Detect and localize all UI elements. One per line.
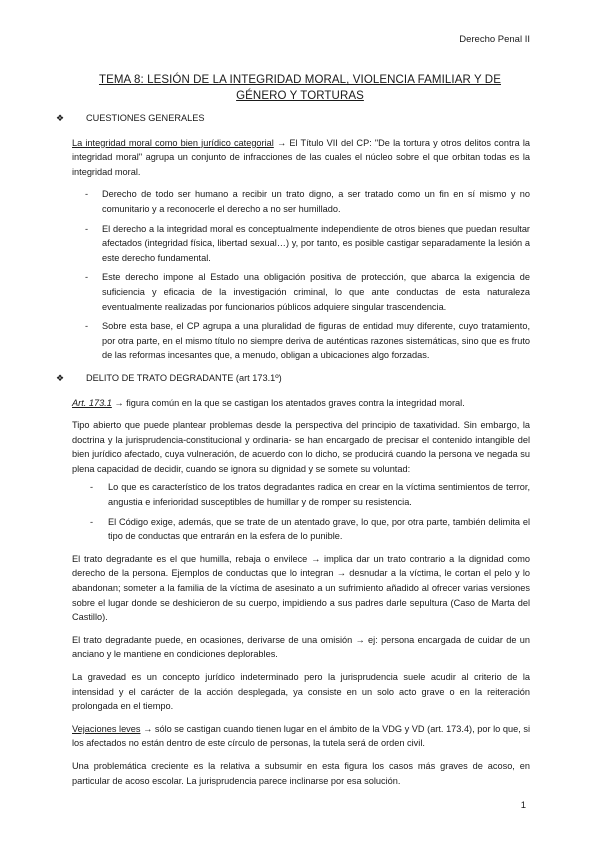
section-heading-general	[56, 111, 530, 126]
list-item: - Lo que es característico de los tratos degradantes radica en crear en la víctima sentimientos de terror, angustia e inferioridad susceptibles de humillar y de romper su resistencia.	[90, 482, 530, 508]
paragraph-definition: El trato degradante es el que humilla, rebaja o envilece → implica dar un trato contrario a la dignidad como derecho de la persona. Ejemplos de conductas que lo integran → desnudar a la víctima, le cortan el pelo y lo abandonan; someter a la familia de la víctima de asesinato a un sufrimiento añadido al ofrecer varias versiones sobre el lugar donde se deshicieron de su cuerpo, impidiendo a sus padres darle sepultura (Caso de Marta del Castillo).	[72, 553, 530, 623]
diamond-bullet-icon: ❖	[56, 372, 65, 383]
list-item: - El derecho a la integridad moral es conceptualmente independiente de otros bienes que puedan resultar afectados (integridad física, libertad sexual…) y, por tanto, es posible castigar separadamente la lesión a este derecho fundamental.	[85, 223, 530, 263]
dash-bullet-icon: -	[85, 223, 89, 234]
list-item: - Este derecho impone al Estado una obligación positiva de protección, que abarca la exigencia de suficiencia y eficacia de la investigación criminal, lo que ante conductas de esta naturaleza eventualmente realizadas por funcionarios públicos adquiere singular trascendencia.	[85, 272, 530, 312]
section-heading-text: CUESTIONES GENERALES	[86, 113, 205, 123]
bullet-list-trato	[72, 480, 530, 543]
dash-bullet-icon: -	[85, 189, 89, 200]
list-item: - El Código exige, además, que se trate de un atentado grave, lo que, por otra parte, también delimita el tipo de conductas que entrarán en la esfera de lo punible.	[90, 516, 530, 542]
paragraph-intro: La integridad moral como bien jurídico categorial → El Título VII del CP: "De la tortura y otros delitos contra la integridad moral" agrupa un conjunto de infracciones de las cuales el núcleo sobre el que orbitan todas es la integridad moral.	[72, 137, 531, 177]
dash-bullet-icon: -	[90, 516, 94, 527]
bullet-list-general	[72, 187, 530, 363]
dash-bullet-icon: -	[85, 321, 89, 332]
page-number: 1	[520, 800, 526, 811]
document-body	[56, 111, 531, 796]
paragraph-tipo-abierto: Tipo abierto que puede plantear problemas desde la perspectiva del principio de taxatividad. Sin embargo, la doctrina y la jurisprudencia-constitucional y ordinaria- se han encargado de precisar el contenido intangible del bien jurídico afectado, cuya vulneración, de acuerdo con lo dicho, se producirá cuando la persona ve negada su plena capacidad de decidir, cuando se ignora su dignidad y se somete su voluntad:	[72, 420, 530, 474]
underlined-lead: Vejaciones leves	[72, 723, 141, 734]
underlined-lead: La integridad moral como bien jurídico categorial	[72, 137, 274, 148]
paragraph-omission: El trato degradante puede, en ocasiones, derivarse de una omisión → ej: persona encargada de cuidar de un anciano y le mantiene en condiciones deplorables.	[72, 634, 530, 660]
list-item: - Sobre esta base, el CP agrupa a una pluralidad de figuras de entidad muy diferente, cuyo tratamiento, por otra parte, en el mismo título no siempre deriva de auténticas razones sistemáticas, sino que es fruto de las reformas incesantes que, a menudo, obligan a ubicaciones algo forzadas.	[85, 321, 530, 361]
dash-bullet-icon: -	[85, 272, 89, 283]
paragraph-acoso: Una problemática creciente es la relativa a subsumir en esta figura los casos más graves de acoso, en particular de acoso escolar. La jurisprudencia parece inclinarse por esa solución.	[72, 760, 530, 786]
paragraph-gravedad: La gravedad es un concepto jurídico indeterminado pero la jurisprudencia suele acudir al criterio de la intensidad y el carácter de la acción desplegada, ya consiste en un solo acto grave o en la reiteración prolongada en el tiempo.	[72, 672, 530, 712]
section-heading-text: DELITO DE TRATO DEGRADANTE (art 173.1º)	[86, 372, 282, 383]
diamond-bullet-icon: ❖	[56, 113, 65, 123]
section-heading-trato-degradante	[56, 371, 530, 386]
list-item: - Derecho de todo ser humano a recibir un trato digno, a ser tratado como un fin en sí mismo y no comunitario y a reconocerle el derecho a no ser humillado.	[85, 189, 530, 214]
running-header: Derecho Penal II	[459, 34, 530, 45]
paragraph-article: Art. 173.1 → figura común en la que se castigan los atentados graves contra la integridad moral.	[72, 397, 465, 408]
dash-bullet-icon: -	[90, 482, 94, 493]
paragraph-vejaciones: Vejaciones leves → sólo se castigan cuando tienen lugar en el ámbito de la VDG y VD (art. 173.4), por lo que, si los afectados no están dentro de este círculo de personas, la tutela será de orden civil.	[72, 723, 530, 749]
page-title: TEMA 8: LESIÓN DE LA INTEGRIDAD MORAL, VIOLENCIA FAMILIAR Y DE GÉNERO Y TORTURAS	[98, 74, 501, 102]
article-reference: Art. 173.1	[72, 397, 112, 408]
